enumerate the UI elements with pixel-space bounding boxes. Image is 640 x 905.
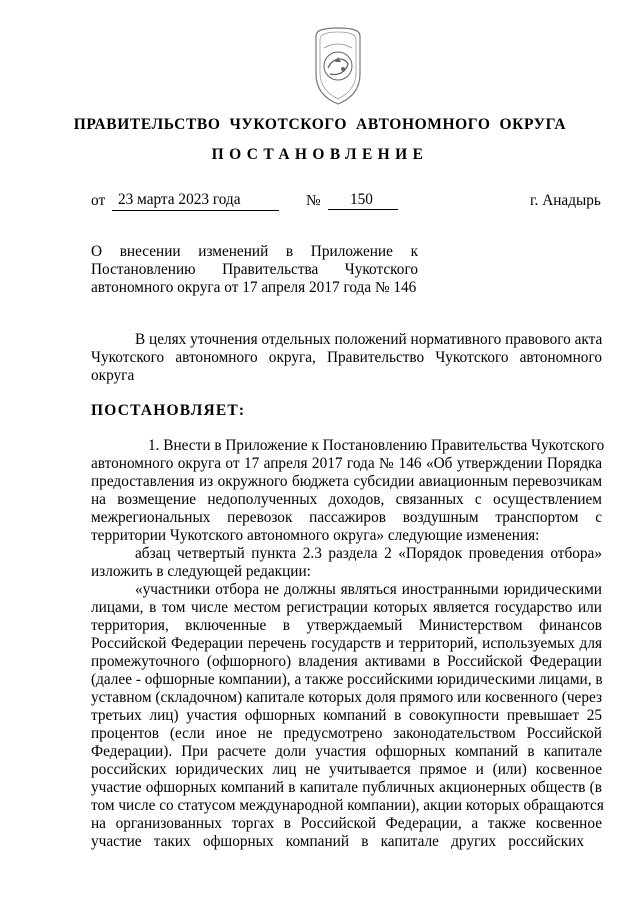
organization-title: ПРАВИТЕЛЬСТВО ЧУКОТСКОГО АВТОНОМНОГО ОКРУГА (73, 116, 567, 133)
body-line: предоставления из окружного бюджета субсидии авиационным перевозчикам (91, 473, 602, 490)
date-field: 23 марта 2023 года (112, 191, 279, 211)
city-label: г. Анадырь (530, 192, 601, 209)
number-field: 150 (328, 191, 398, 210)
body-line: абзац четвертый пункта 2.3 раздела 2 «Порядок проведения отбора» (135, 545, 602, 562)
document-type-title: ПОСТАНОВЛЕНИЕ (211, 146, 429, 163)
subject-line: О внесении изменений в Приложение к (91, 243, 418, 260)
body-line: «участники отбора не должны являться иностранными юридическими (135, 581, 602, 598)
subject-line: автономного округа от 17 апреля 2017 года № 146 (91, 279, 417, 296)
body-line: третьих лиц) участия офшорных компаний в совокупности превышает 25 (91, 707, 602, 724)
coat-of-arms-emblem (302, 22, 374, 108)
body-line: изложить в следующей редакции: (91, 563, 311, 580)
resolves-heading: ПОСТАНОВЛЯЕТ: (91, 402, 246, 419)
body-line: промежуточного (офшорного) владения активами в Российской Федерации (91, 653, 602, 670)
body-line: территории Чукотского автономного округа» следующие изменения: (91, 527, 540, 544)
body-line: 1. Внести в Приложение к Постановлению Правительства Чукотского (148, 437, 605, 454)
subject-line: Постановлению Правительства Чукотского (91, 261, 418, 278)
body-line: Федерации). При расчете доли участия офшорных компаний в капитале (91, 743, 602, 760)
body-line: том числе со статусом международной компании), акции которых обращаются (91, 797, 604, 814)
body-line: участие офшорных компаний в капитале публичных акционерных обществ (в (91, 779, 602, 796)
body-line: на организованных торгах в Российской Федерации, а также косвенное (91, 815, 602, 832)
date-prefix: от (91, 192, 106, 209)
body-line: Российской Федерации перечень государств и территорий, используемых для (91, 635, 602, 652)
number-prefix: № (306, 192, 321, 209)
body-line: (далее - офшорные компании), а также российскими юридическими лицами, в (91, 671, 603, 688)
preamble-line: Чукотского автономного округа, Правительство Чукотского автономного (91, 349, 602, 366)
body-line: территория, включенные в утверждаемый Министерством финансов (91, 617, 602, 634)
body-line: процентов (если иное не предусмотрено законодательством Российской (91, 725, 602, 742)
body-line: уставном (складочном) капитале которых доля прямого или косвенного (через (91, 689, 602, 706)
body-line: на возмещение недополученных доходов, связанных с осуществлением (91, 491, 602, 508)
body-line: участие таких офшорных компаний в капитале других российских (91, 833, 584, 850)
body-line: межрегиональных перевозок пассажиров воздушным транспортом с (91, 509, 602, 526)
body-line: российских юридических лиц не учитывается прямое и (или) косвенное (91, 761, 602, 778)
body-line: автономного округа от 17 апреля 2017 года № 146 «Об утверждении Порядка (91, 455, 602, 472)
body-line: лицами, в том числе местом регистрации которых является государство или (91, 599, 602, 616)
preamble-line: округа (91, 367, 135, 384)
preamble-line: В целях уточнения отдельных положений нормативного правового акта (135, 331, 603, 348)
